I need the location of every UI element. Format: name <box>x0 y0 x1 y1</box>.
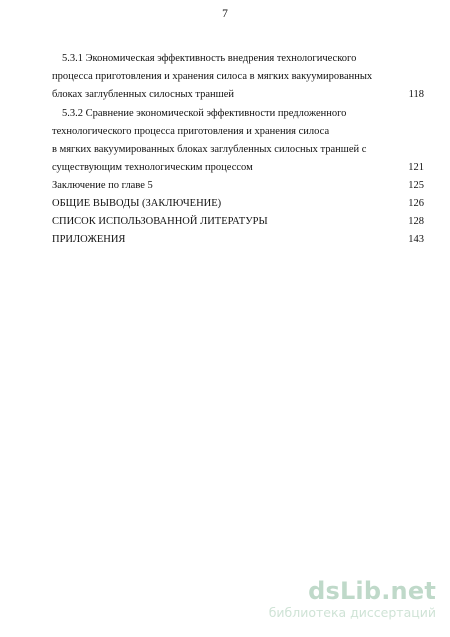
dslib-subtitle: библиотека диссертаций <box>268 605 436 620</box>
toc-entry-5-3-2-line-4: существующим технологическим процессом <box>52 162 253 173</box>
toc-entry-general-conclusions: ОБЩИЕ ВЫВОДЫ (ЗАКЛЮЧЕНИЕ) <box>52 198 222 209</box>
toc-entry-appendix: ПРИЛОЖЕНИЯ <box>52 234 126 245</box>
toc-page-5-3-1: 118 <box>408 89 424 100</box>
toc-entry-5-3-1-line-3: блоках заглубленных силосных траншей <box>52 89 234 100</box>
toc-entry-5-3-1-line-2: процесса приготовления и хранения силоса в мягких вакуумированных <box>52 71 373 82</box>
toc-entry-5-3-2-line-2: технологического процесса приготовления и хранения силоса <box>52 126 330 137</box>
toc-page-references: 128 <box>408 216 424 227</box>
dslib-watermark <box>246 577 436 625</box>
toc-page-appendix: 143 <box>408 234 424 245</box>
toc-entry-5-3-2-line-1: 5.3.2 Сравнение экономической эффективности предложенного <box>62 108 347 119</box>
toc-entry-5-3-2-line-3: в мягких вакуумированных блоках заглубленных силосных траншей с <box>52 144 367 155</box>
dslib-logo: dsLib.net <box>308 577 436 605</box>
toc-entry-references: СПИСОК ИСПОЛЬЗОВАННОЙ ЛИТЕРАТУРЫ <box>52 216 268 227</box>
toc-entry-conclusion-5: Заключение по главе 5 <box>52 180 153 191</box>
toc-page-5-3-2: 121 <box>408 162 424 173</box>
page-number: 7 <box>222 8 228 20</box>
toc-entry-5-3-1-line-1: 5.3.1 Экономическая эффективность внедрения технологического <box>62 53 357 64</box>
toc-page-general-conclusions: 126 <box>408 198 424 209</box>
toc-page-conclusion-5: 125 <box>408 180 424 191</box>
